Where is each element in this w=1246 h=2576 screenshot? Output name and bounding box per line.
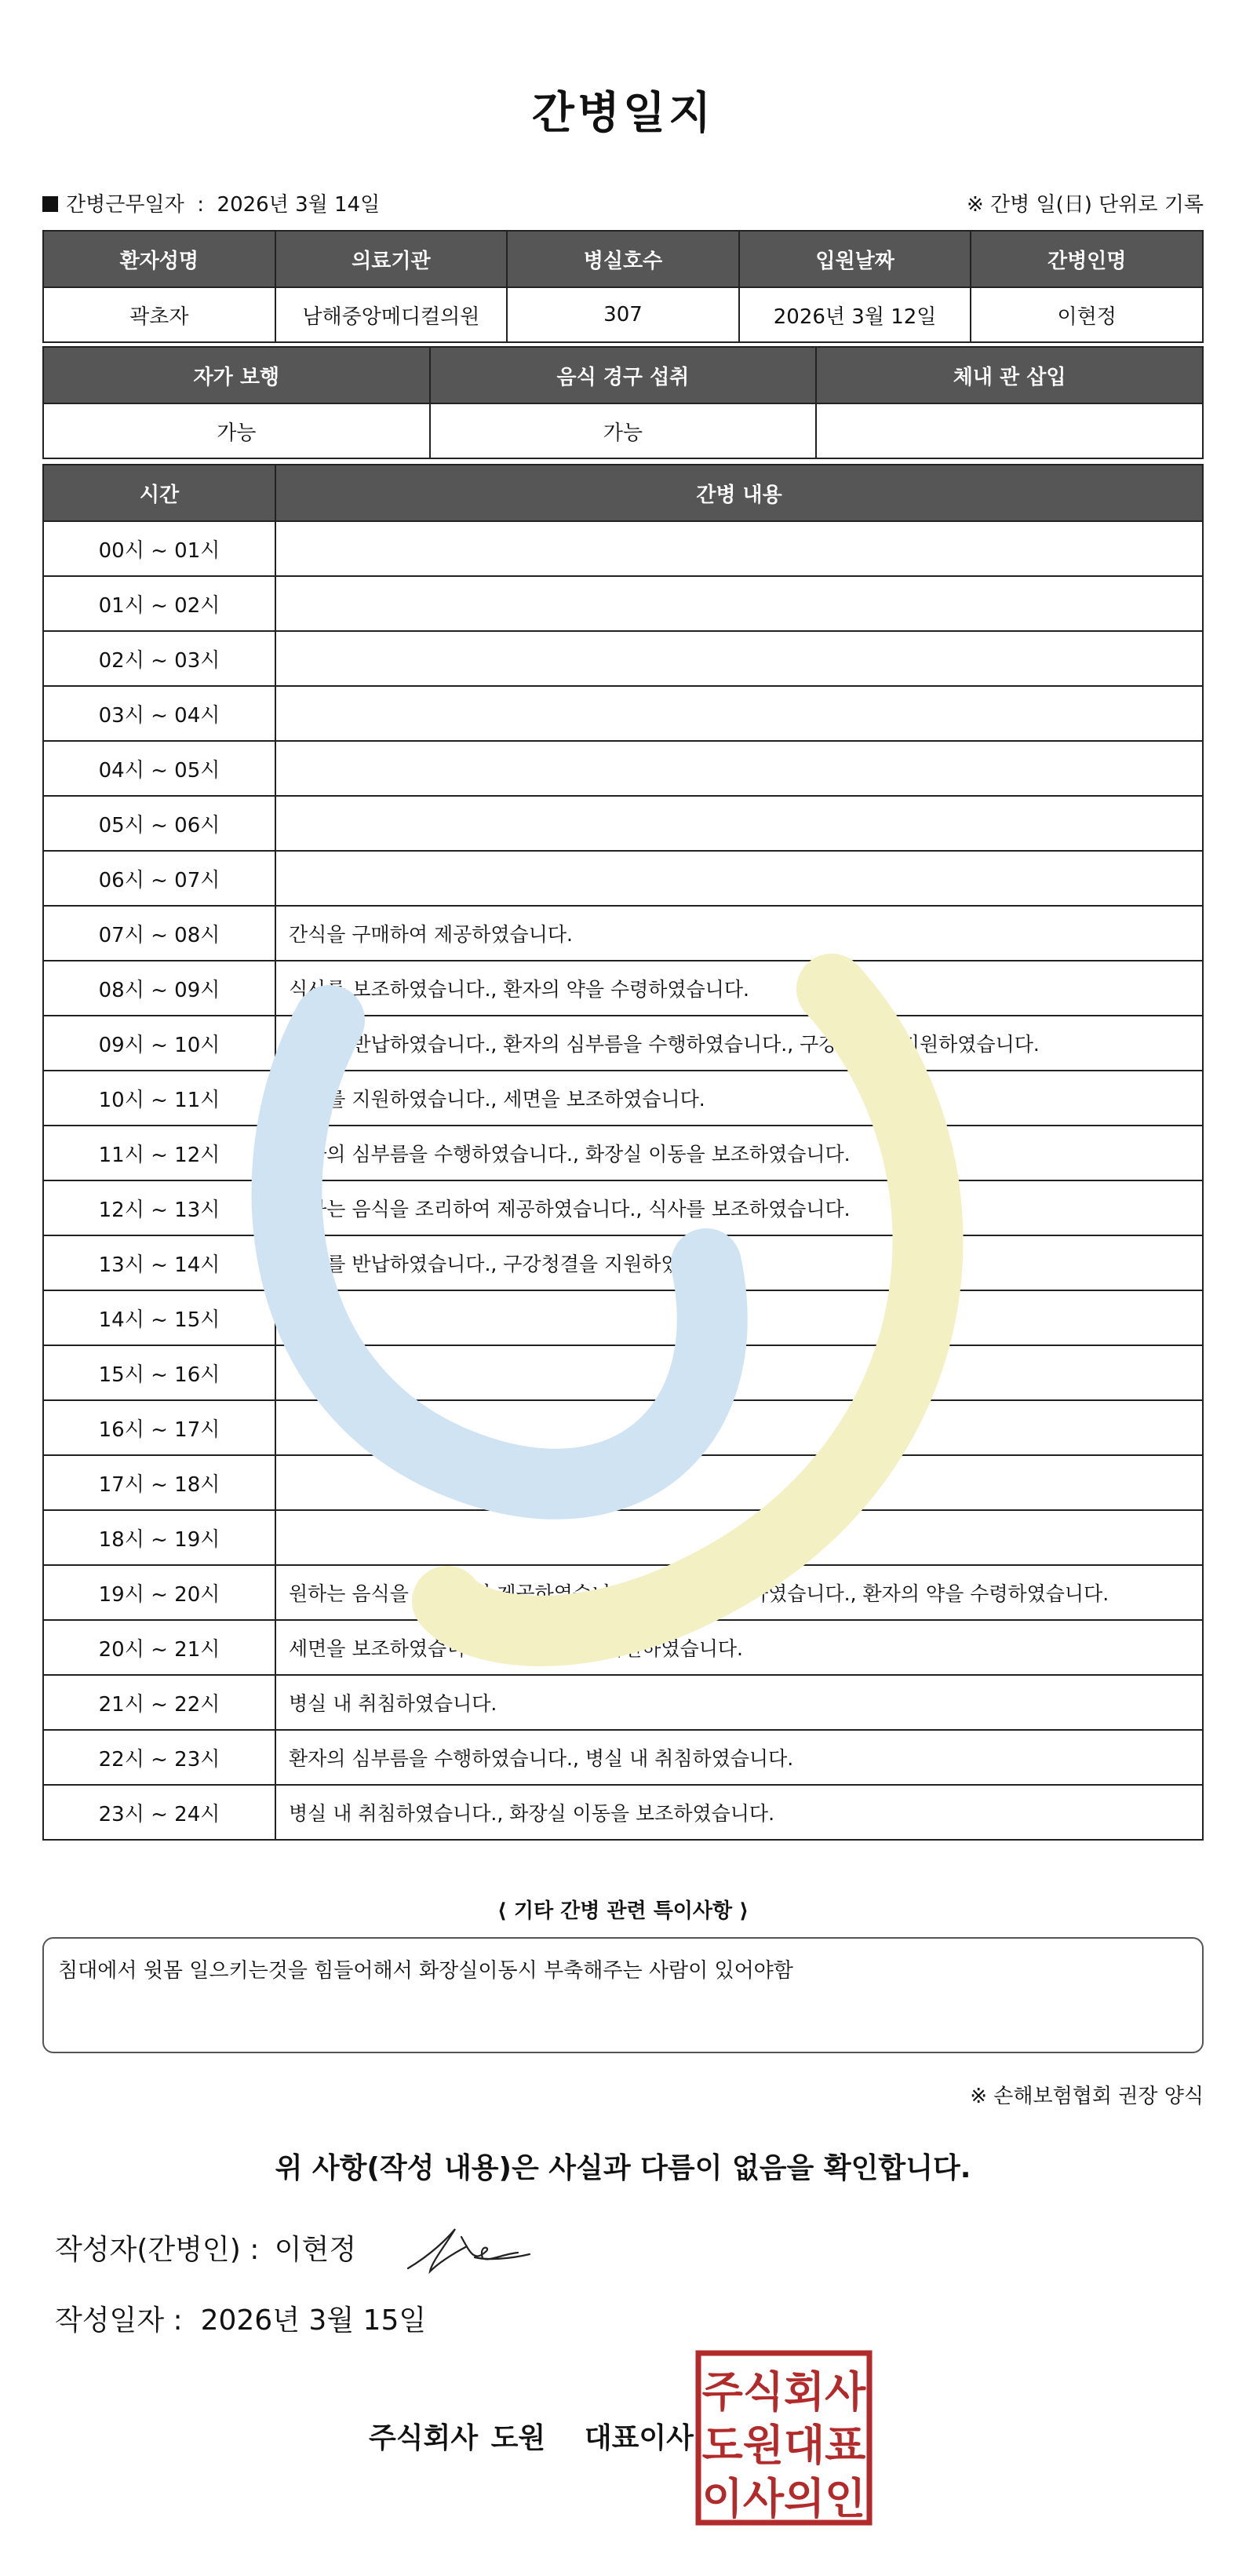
table-row: [43, 1126, 1203, 1180]
patient-info-table: [42, 230, 1204, 343]
table-row: [43, 576, 1203, 631]
write-date-label: 작성일자 :: [55, 2304, 183, 2337]
header-tube-insertion: 체내 관 삽입: [816, 347, 1203, 403]
header-hospital: 의료기관: [275, 231, 508, 287]
table-row: [43, 1675, 1203, 1730]
time-slot: 18시 ~ 19시: [43, 1510, 275, 1565]
header-self-walking: 자가 보행: [43, 347, 430, 403]
table-row: [43, 1180, 1203, 1235]
time-slot: 11시 ~ 12시: [43, 1126, 275, 1180]
care-content: 식기를 반납하였습니다., 환자의 심부름을 수행하였습니다., 구강청결을 지원하였습니다.: [275, 1016, 1203, 1071]
table-row: [43, 1730, 1203, 1785]
hospital-name: 남해중앙메디컬의원: [275, 287, 508, 342]
confirmation-statement: 위 사항(작성 내용)은 사실과 다름이 없음을 확인합니다.: [275, 2152, 971, 2184]
company-seal: [695, 2350, 873, 2526]
care-content: [275, 686, 1203, 741]
time-slot: 01시 ~ 02시: [43, 576, 275, 631]
table-row: [43, 851, 1203, 906]
company-title: 대표이사: [584, 2422, 694, 2454]
seal-line-1: 주식회사: [701, 2367, 866, 2417]
table-row: [43, 1016, 1203, 1071]
time-slot: 15시 ~ 16시: [43, 1345, 275, 1400]
care-content: 병실 내 취침하였습니다., 화장실 이동을 보조하였습니다.: [275, 1785, 1203, 1840]
time-slot: 16시 ~ 17시: [43, 1400, 275, 1455]
table-row: [43, 1785, 1203, 1840]
care-content: [275, 1510, 1203, 1565]
time-slot: 20시 ~ 21시: [43, 1620, 275, 1675]
write-date-line: [55, 2298, 426, 2338]
header-room: 병실호수: [507, 231, 739, 287]
care-content: [275, 741, 1203, 796]
header-admission-date: 입원날짜: [739, 231, 971, 287]
writer-name: 이현정: [274, 2234, 357, 2266]
document-title: 간병일지: [531, 88, 715, 139]
time-slot: 02시 ~ 03시: [43, 631, 275, 686]
seal-line-3: 이사의인: [701, 2474, 866, 2523]
care-content: 환자의 심부름을 수행하였습니다., 병실 내 취침하였습니다.: [275, 1730, 1203, 1785]
writer-label: 작성자(간병인) :: [55, 2234, 260, 2266]
work-date-value: 2026년 3월 14일: [217, 193, 381, 217]
time-slot: 13시 ~ 14시: [43, 1235, 275, 1290]
care-content: 원하는 음식을 조리하여 제공하였습니다., 식기를 반납하였습니다., 환자의 약을 수령하였습니다.: [275, 1565, 1203, 1620]
time-slot: 05시 ~ 06시: [43, 796, 275, 851]
care-content: [275, 631, 1203, 686]
time-slot: 08시 ~ 09시: [43, 961, 275, 1016]
header-oral-intake: 음식 경구 섭취: [430, 347, 817, 403]
time-slot: 23시 ~ 24시: [43, 1785, 275, 1840]
patient-name: 곽초자: [43, 287, 275, 342]
time-slot: 12시 ~ 13시: [43, 1180, 275, 1235]
caregiver-name: 이현정: [971, 287, 1203, 342]
ability-table: [42, 346, 1204, 459]
care-content: 샤워를 지원하였습니다., 세면을 보조하였습니다.: [275, 1071, 1203, 1126]
work-date-label: 간병근무일자: [66, 193, 184, 217]
care-content: [275, 576, 1203, 631]
header-time: 시간: [43, 465, 275, 521]
recommend-note: ※ 손해보험협회 권장 양식: [970, 2085, 1204, 2108]
table-row: [43, 1510, 1203, 1565]
admission-date: 2026년 3월 12일: [739, 287, 971, 342]
table-row: [43, 686, 1203, 741]
table-row: [43, 521, 1203, 576]
time-slot: 03시 ~ 04시: [43, 686, 275, 741]
care-content: 식사를 보조하였습니다., 환자의 약을 수령하였습니다.: [275, 961, 1203, 1016]
care-content: [275, 521, 1203, 576]
table-row: [43, 1565, 1203, 1620]
table-row: [43, 741, 1203, 796]
time-slot: 09시 ~ 10시: [43, 1016, 275, 1071]
time-slot: 10시 ~ 11시: [43, 1071, 275, 1126]
table-row: [43, 796, 1203, 851]
room-number: 307: [507, 287, 739, 342]
care-content: [275, 1455, 1203, 1510]
header-patient-name: 환자성명: [43, 231, 275, 287]
table-row: [43, 1345, 1203, 1400]
unit-note: ※ 간병 일(日) 단위로 기록: [966, 193, 1204, 217]
special-notes-box: 침대에서 윗몸 일으키는것을 힘들어해서 화장실이동시 부축해주는 사람이 있어야함: [42, 1937, 1204, 2053]
company-line: [369, 2416, 694, 2456]
time-slot: 07시 ~ 08시: [43, 906, 275, 961]
table-row: [43, 1071, 1203, 1126]
care-content: [275, 851, 1203, 906]
handwritten-signature: [400, 2223, 534, 2278]
care-content: [275, 1345, 1203, 1400]
table-row: [43, 1400, 1203, 1455]
tube-insertion-value: [816, 403, 1203, 458]
care-content: 식기를 반납하였습니다., 구강청결을 지원하였습니다.: [275, 1235, 1203, 1290]
time-slot: 22시 ~ 23시: [43, 1730, 275, 1785]
self-walking-value: 가능: [43, 403, 430, 458]
table-row: [43, 906, 1203, 961]
time-slot: 17시 ~ 18시: [43, 1455, 275, 1510]
table-row: [43, 631, 1203, 686]
care-log-table: [42, 464, 1204, 1841]
time-slot: 00시 ~ 01시: [43, 521, 275, 576]
care-content: 간식을 구매하여 제공하였습니다.: [275, 906, 1203, 961]
care-content: 세면을 보조하였습니다., 구강청결을 지원하였습니다.: [275, 1620, 1203, 1675]
square-bullet-icon: [42, 196, 58, 212]
seal-line-2: 도원대표: [701, 2421, 866, 2470]
table-row: [43, 1620, 1203, 1675]
care-content: 원하는 음식을 조리하여 제공하였습니다., 식사를 보조하였습니다.: [275, 1180, 1203, 1235]
care-content: [275, 1290, 1203, 1345]
table-row: [43, 1455, 1203, 1510]
header-caregiver-name: 간병인명: [971, 231, 1203, 287]
oral-intake-value: 가능: [430, 403, 817, 458]
table-row: [43, 1290, 1203, 1345]
care-content: 병실 내 취침하였습니다.: [275, 1675, 1203, 1730]
time-slot: 06시 ~ 07시: [43, 851, 275, 906]
care-content: [275, 796, 1203, 851]
special-notes-title: ⟨ 기타 간병 관련 특이사항 ⟩: [497, 1899, 749, 1923]
company-name: 주식회사 도원: [369, 2422, 546, 2454]
table-row: [43, 961, 1203, 1016]
time-slot: 21시 ~ 22시: [43, 1675, 275, 1730]
time-slot: 14시 ~ 15시: [43, 1290, 275, 1345]
table-row: [43, 1235, 1203, 1290]
header-care-content: 간병 내용: [275, 465, 1203, 521]
time-slot: 04시 ~ 05시: [43, 741, 275, 796]
time-slot: 19시 ~ 20시: [43, 1565, 275, 1620]
work-date-separator: :: [197, 193, 204, 217]
work-date-line: [42, 188, 380, 217]
care-content: 환자의 심부름을 수행하였습니다., 화장실 이동을 보조하였습니다.: [275, 1126, 1203, 1180]
write-date-value: 2026년 3월 15일: [200, 2304, 427, 2337]
writer-line: [55, 2228, 363, 2268]
care-content: [275, 1400, 1203, 1455]
